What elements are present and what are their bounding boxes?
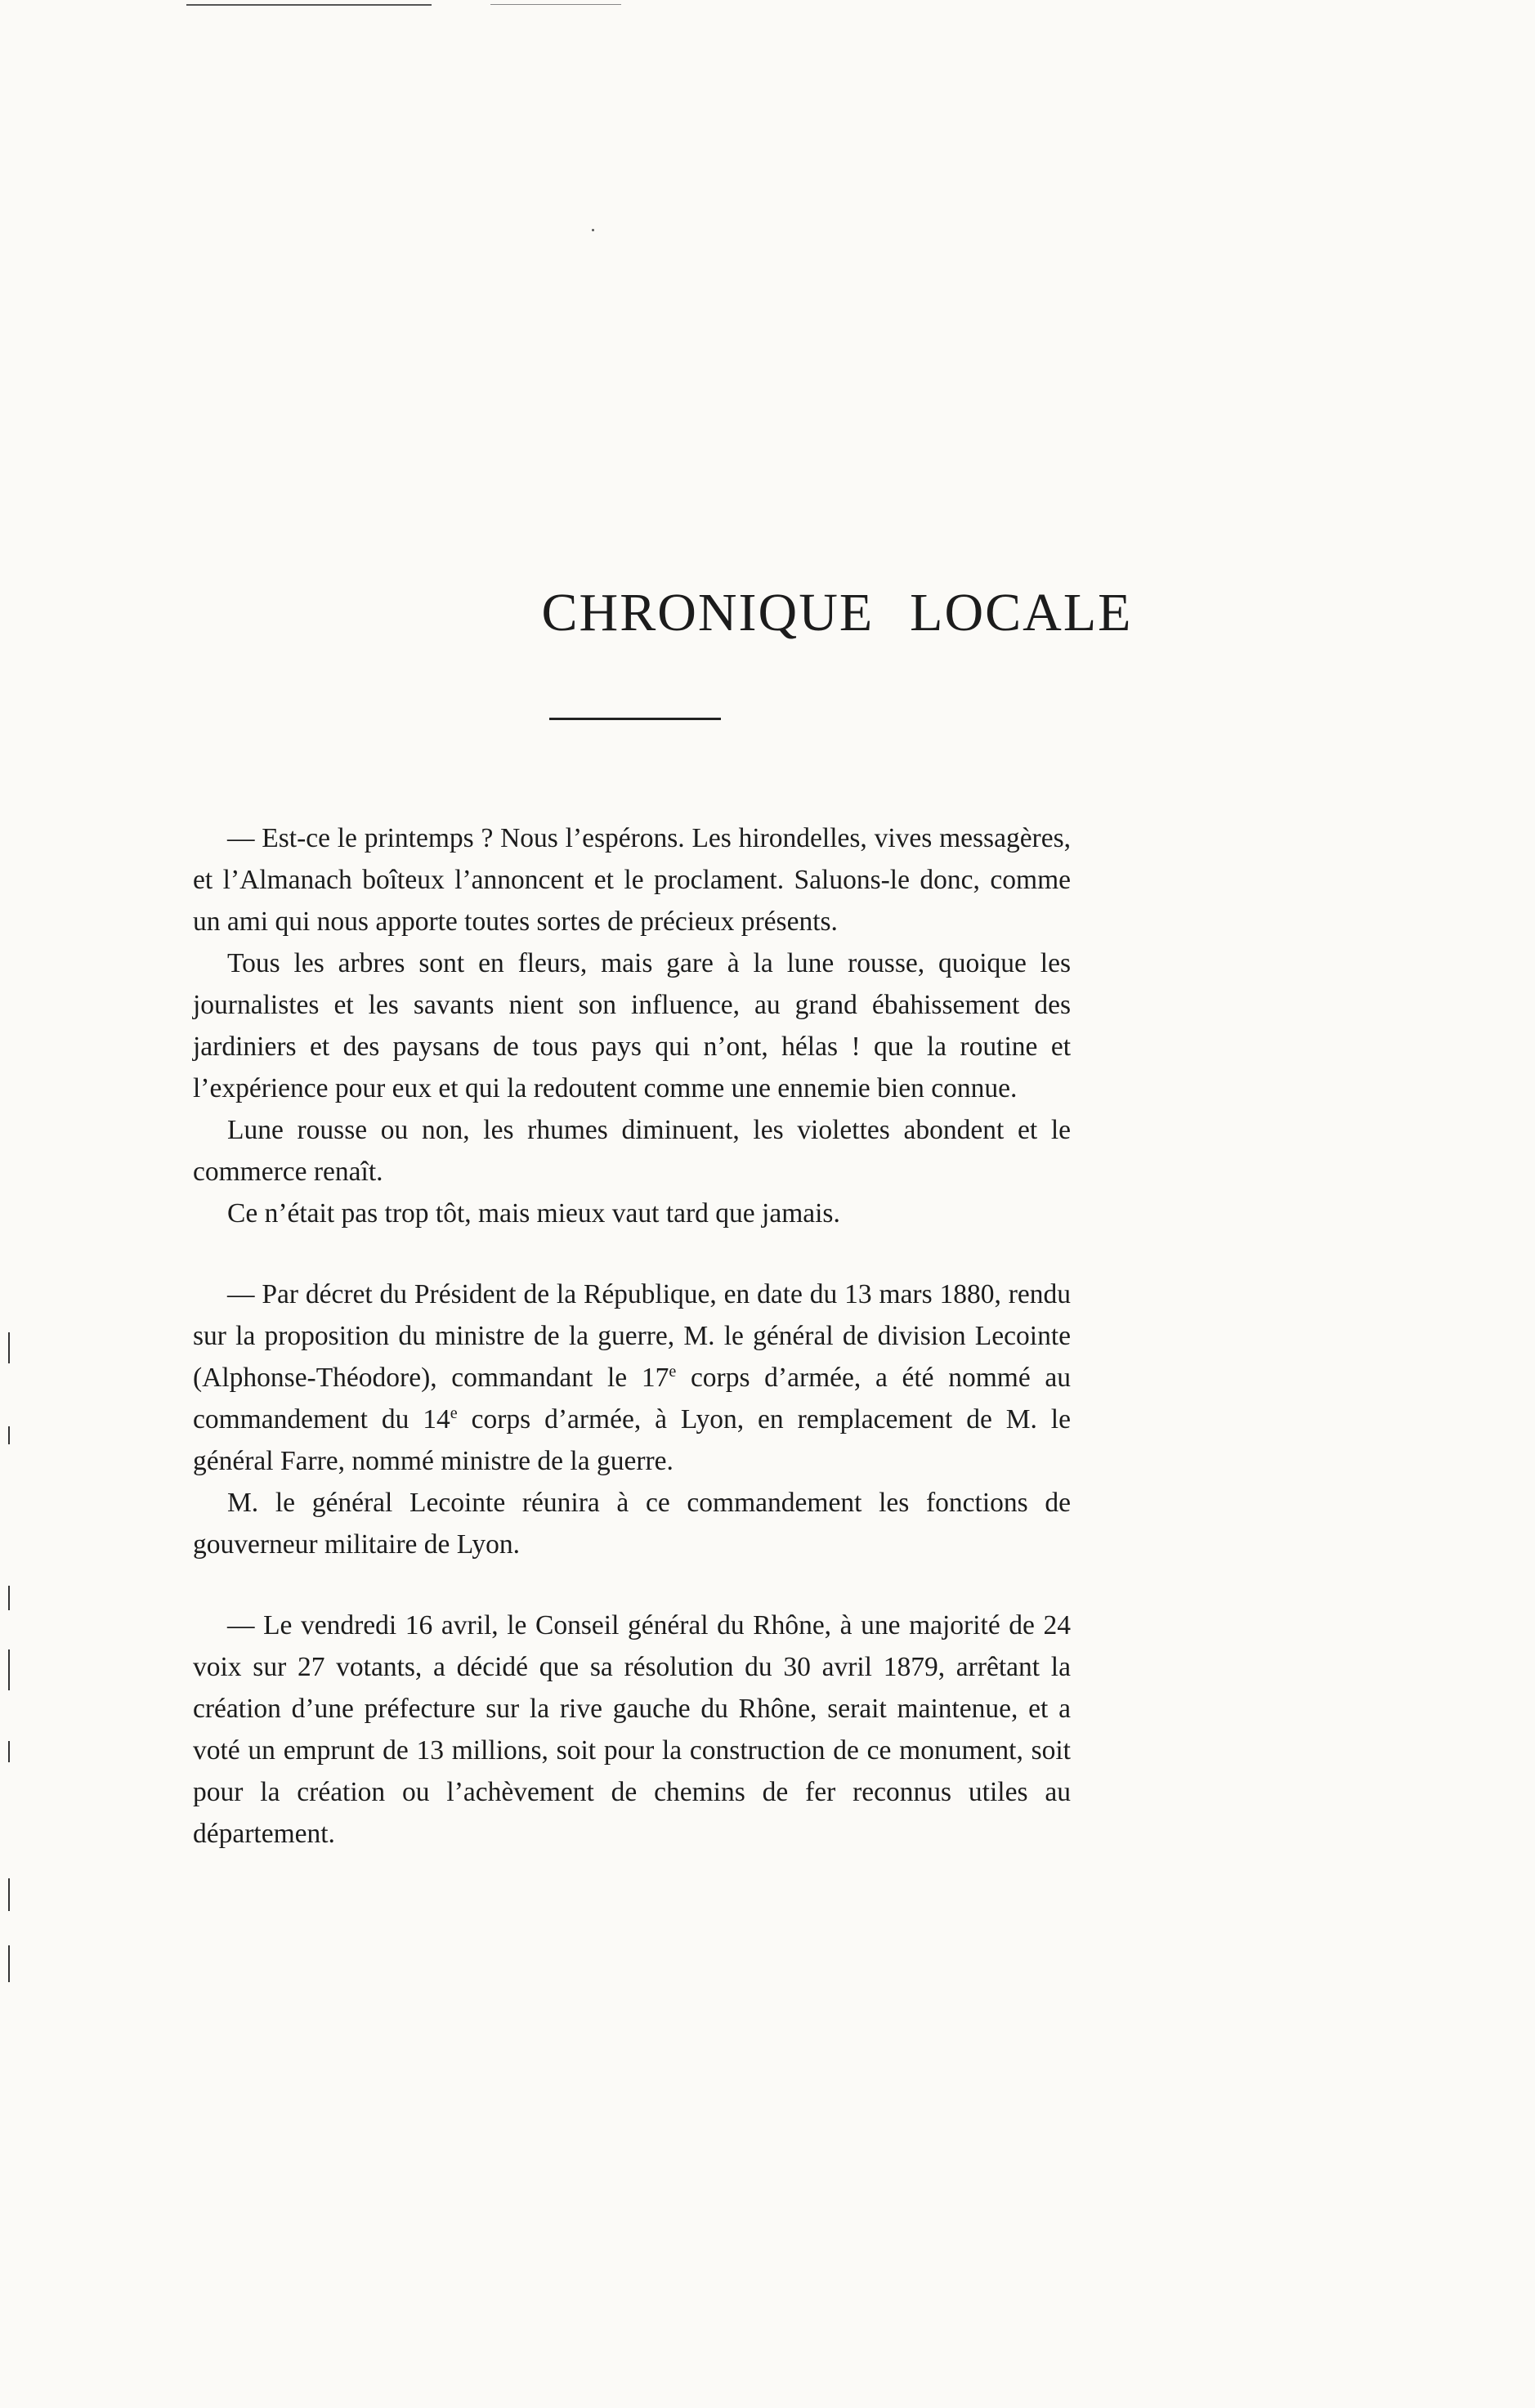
decree-text-b: corps d’armée, a été nommé au commandement du 14 xyxy=(193,1363,1071,1435)
margin-mark xyxy=(8,1426,10,1444)
decree-text-a: — Par décret du Président de la République, en date du 13 mars 1880, rendu sur la proposition du ministre de la guerre, M. le général de division Lecointe (Alphonse-Théodore), commandant le 17 xyxy=(193,1279,1071,1393)
decree-text-c: corps d’armée, à Lyon, en remplacement de M. le général Farre, nommé ministre de la guerre. xyxy=(193,1404,1071,1476)
margin-mark xyxy=(8,1649,10,1690)
section-gap xyxy=(193,1234,1071,1273)
title-word: LOCALE xyxy=(910,583,1133,642)
paragraph xyxy=(193,1273,1071,1482)
title-word: CHRONIQUE xyxy=(541,583,875,642)
chronicle-spring xyxy=(193,817,1071,1234)
margin-mark xyxy=(8,1878,10,1911)
margin-mark xyxy=(8,1586,10,1610)
page-title xyxy=(0,582,1535,644)
scan-speck xyxy=(592,229,594,231)
section-gap xyxy=(193,1565,1071,1605)
top-edge-rule-secondary xyxy=(490,4,621,5)
paragraph: M. le général Lecointe réunira à ce commandement les fonctions de gouverneur militaire de Lyon. xyxy=(193,1488,1071,1560)
margin-mark xyxy=(8,1945,10,1982)
margin-mark xyxy=(8,1332,10,1363)
paragraph: Tous les arbres sont en fleurs, mais gare à la lune rousse, quoique les journalistes et les savants nient son influence, au grand ébahissement des jardiniers et des paysans de tous pays qui n’ont, hélas ! que la routine et l’expérience pour eux et qui la redoutent comme une ennemie bien connue. xyxy=(193,948,1071,1103)
paragraph: — Le vendredi 16 avril, le Conseil général du Rhône, à une majorité de 24 voix sur 27 votants, a décidé que sa résolution du 30 avril 1879, arrêtant la création d’une préfecture sur la rive gauche du Rhône, serait maintenue, et a voté un emprunt de 13 millions, soit pour la construction de ce monument, soit pour la création ou l’achèvement de chemins de fer reconnus utiles au département. xyxy=(193,1610,1071,1849)
chronicle-council xyxy=(193,1605,1071,1855)
paragraph: Lune rousse ou non, les rhumes diminuent, les violettes abondent et le commerce renaît. xyxy=(193,1115,1071,1187)
top-edge-rule xyxy=(186,4,432,6)
title-divider xyxy=(549,718,721,720)
paragraph: Ce n’était pas trop tôt, mais mieux vaut tard que jamais. xyxy=(227,1198,840,1229)
article-body xyxy=(193,817,1071,1855)
ordinal-suffix: e xyxy=(669,1362,677,1381)
margin-mark xyxy=(8,1741,10,1762)
ordinal-suffix: e xyxy=(450,1403,458,1422)
paragraph: — Est-ce le printemps ? Nous l’espérons. Les hirondelles, vives messagères, et l’Almanach boîteux l’annoncent et le proclament. Saluons-le donc, comme un ami qui nous apporte toutes sortes de précieux présents. xyxy=(193,823,1071,937)
chronicle-decree xyxy=(193,1273,1071,1565)
